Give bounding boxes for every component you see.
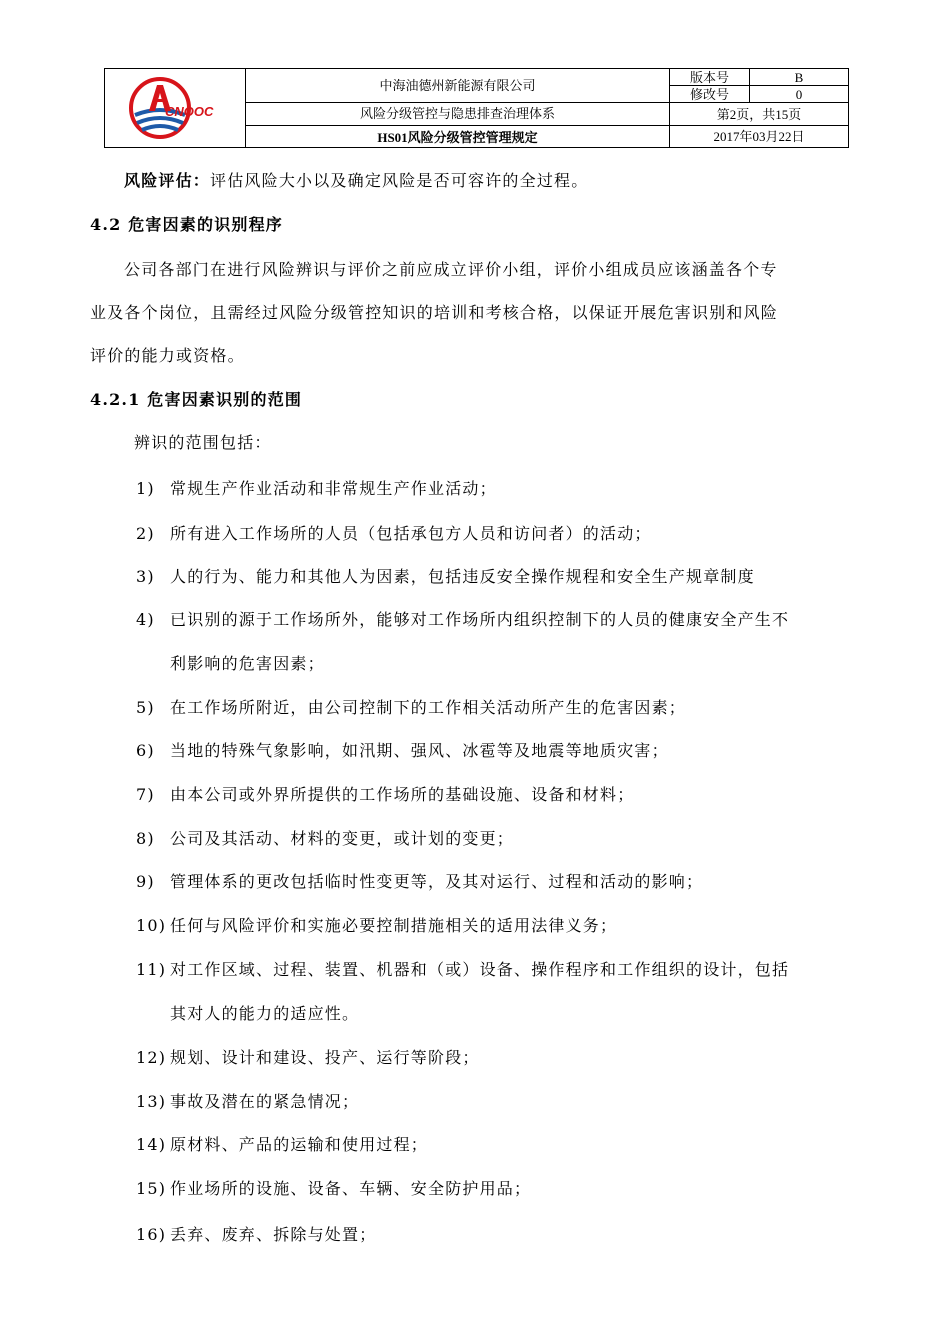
doc-date: 2017年03月22日: [670, 126, 849, 148]
list-item: [136, 1222, 376, 1245]
list-item-number: 13): [136, 1092, 167, 1111]
list-item-number: 6): [136, 741, 155, 760]
list-item-text: 由本公司或外界所提供的工作场所的基础设施、设备和材料；: [170, 785, 635, 804]
list-item-number: 10): [136, 916, 167, 935]
list-item-text: 丢弃、废弃、拆除与处置；: [170, 1225, 377, 1244]
logo-cell: [105, 69, 246, 148]
list-item-number: 16): [136, 1225, 167, 1244]
list-item-text: 在工作场所附近，由公司控制下的工作相关活动所产生的危害因素；: [170, 698, 687, 717]
version-label: 版本号: [670, 69, 750, 86]
cnooc-logo-icon: [127, 75, 223, 141]
paragraph-line: 业及各个岗位，且需经过风险分级管控知识的培训和考核合格，以保证开展危害识别和风险: [90, 303, 779, 322]
list-item-text: 所有进入工作场所的人员（包括承包方人员和访问者）的活动；: [170, 524, 652, 543]
system-title: 风险分级管控与隐患排查治理体系: [246, 103, 670, 126]
list-item-number: 8): [136, 829, 155, 848]
risk-eval-text: 评估风险大小以及确定风险是否可容许的全过程。: [210, 171, 589, 190]
list-item-number: 14): [136, 1135, 167, 1154]
list-item-text: 已识别的源于工作场所外，能够对工作场所内组织控制下的人员的健康安全产生不: [170, 610, 790, 629]
list-item: [136, 869, 703, 892]
list-item: [136, 782, 634, 805]
paragraph-line: 评价的能力或资格。: [90, 346, 245, 365]
list-item: [136, 564, 755, 587]
list-item: [136, 695, 686, 718]
list-item-text: 公司及其活动、材料的变更，或计划的变更；: [170, 829, 515, 848]
list-item-continuation: 其对人的能力的适应性。: [170, 1004, 360, 1023]
list-item-text: 当地的特殊气象影响，如汛期、强风、冰雹等及地震等地质灾害；: [170, 741, 669, 760]
paragraph-line: 公司各部门在进行风险辨识与评价之前应成立评价小组，评价小组成员应该涵盖各个专: [124, 260, 778, 279]
list-item: [136, 826, 514, 849]
list-item-number: 11): [136, 960, 167, 979]
document-header: [104, 68, 849, 148]
doc-title: HS01风险分级管控管理规定: [246, 126, 670, 148]
list-item-number: 9): [136, 872, 155, 891]
list-item: [136, 607, 789, 630]
list-item: [136, 476, 497, 499]
list-item-text: 对工作区域、过程、装置、机器和（或）设备、操作程序和工作组织的设计，包括: [170, 960, 790, 979]
list-item: [136, 1089, 359, 1112]
list-item-number: 15): [136, 1179, 167, 1198]
list-item-text: 规划、设计和建设、投产、运行等阶段；: [170, 1048, 480, 1067]
logo-text: CNOOC: [165, 104, 214, 119]
list-item-number: 1): [136, 479, 155, 498]
list-item: [136, 521, 652, 544]
list-item-number: 4): [136, 610, 155, 629]
scope-intro: 辨识的范围包括：: [134, 433, 272, 452]
list-item: [136, 913, 617, 936]
section-heading-4-2: 4.2 危害因素的识别程序: [90, 215, 284, 234]
list-item-text: 作业场所的设施、设备、车辆、安全防护用品；: [170, 1179, 532, 1198]
page-info: 第2页，共15页: [670, 103, 849, 126]
list-item: [136, 738, 669, 761]
list-item-number: 5): [136, 698, 155, 717]
list-item-number: 3): [136, 567, 155, 586]
risk-eval-definition: [124, 168, 588, 191]
list-item-continuation: 利影响的危害因素；: [170, 654, 325, 673]
list-item-text: 事故及潜在的紧急情况；: [170, 1092, 360, 1111]
list-item-number: 7): [136, 785, 155, 804]
list-item: [136, 1132, 428, 1155]
list-item-text: 常规生产作业活动和非常规生产作业活动；: [170, 479, 497, 498]
section-heading-4-2-1: 4.2.1 危害因素识别的范围: [90, 390, 303, 409]
version-value: B: [750, 69, 849, 86]
list-item: [136, 1045, 480, 1068]
company-name: 中海油德州新能源有限公司: [246, 69, 670, 103]
list-item: [136, 1176, 531, 1199]
list-item-text: 管理体系的更改包括临时性变更等，及其对运行、过程和活动的影响；: [170, 872, 704, 891]
revision-label: 修改号: [670, 86, 750, 103]
list-item: [136, 957, 789, 980]
list-item-number: 12): [136, 1048, 167, 1067]
list-item-text: 任何与风险评价和实施必要控制措施相关的适用法律义务；: [170, 916, 618, 935]
list-item-text: 原材料、产品的运输和使用过程；: [170, 1135, 429, 1154]
list-item-number: 2): [136, 524, 155, 543]
revision-value: 0: [750, 86, 849, 103]
risk-eval-term: 风险评估：: [124, 171, 211, 190]
list-item-text: 人的行为、能力和其他人为因素，包括违反安全操作规程和安全生产规章制度: [170, 567, 755, 586]
